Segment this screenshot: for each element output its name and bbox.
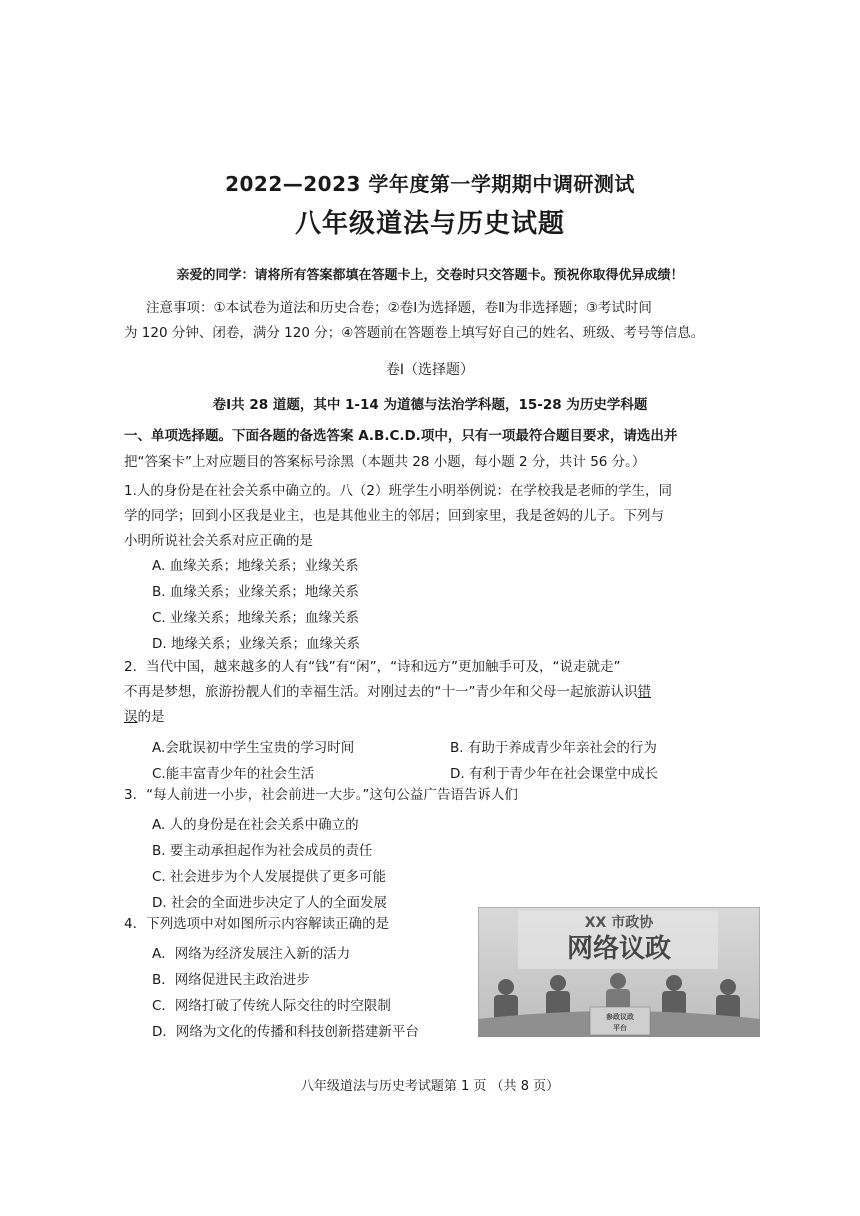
q2-option-a: A.会耽误初中学生宝贵的学习时间 <box>152 740 355 756</box>
q1-option-b: B. 血缘关系；业缘关系；地缘关系 <box>152 584 359 600</box>
q3-option-a: A. 人的身份是在社会关系中确立的 <box>152 817 359 833</box>
q2-stem-line1: 2．当代中国，越来越多的人有“钱”有“闲”，“诗和远方”更加触手可及，“说走就走” <box>124 659 621 675</box>
q4-figure-photo <box>478 907 760 1037</box>
q4-figure-svg <box>478 907 760 1037</box>
section-title: 卷Ⅰ（选择题） <box>385 362 475 378</box>
q3-option-b: B. 要主动承担起作为社会成员的责任 <box>152 843 373 859</box>
q1-option-d: D. 地缘关系；业缘关系；血缘关系 <box>152 636 360 652</box>
q2-stem-line2-text: 不再是梦想，旅游扮靓人们的幸福生活。对刚过去的“十一”青少年和父母一起旅游认识 <box>124 684 638 700</box>
q2-option-c: C.能丰富青少年的社会生活 <box>152 766 315 782</box>
q2-stem-line3-text: 的是 <box>137 709 165 725</box>
notice-line: 亲爱的同学：请将所有答案都填在答题卡上，交卷时只交答题卡。预祝你取得优异成绩！ <box>176 268 684 283</box>
q1-stem-line3: 小明所说社会关系对应正确的是 <box>124 533 313 549</box>
q1-stem-line2: 学的同学；回到小区我是业主，也是其他业主的邻居；回到家里，我是爸妈的儿子。下列与 <box>124 508 664 524</box>
q2-stem-line2 <box>124 679 651 705</box>
page-footer: 八年级道法与历史考试题第 1 页 （共 8 页） <box>300 1079 560 1094</box>
figure-person-3 <box>610 973 626 989</box>
q3-option-d: D. 社会的全面进步决定了人的全面发展 <box>152 895 387 911</box>
q3-stem: 3．“每人前进一小步，社会前进一大步。”这句公益广告语告诉人们 <box>124 787 518 803</box>
q2-option-b: B. 有助于养成青少年亲社会的行为 <box>450 740 657 756</box>
figure-desk-label2: 平台 <box>613 1024 627 1032</box>
q2-underlined-cuo: 错 <box>637 684 651 700</box>
exam-title-line1: 2022—2023 学年度第一学期期中调研测试 <box>225 172 635 196</box>
figure-banner-top: XX 市政协 <box>584 915 654 931</box>
figure-person-5 <box>720 979 736 995</box>
part1-instruction-line1: 一、单项选择题。下面各题的备选答案 A.B.C.D.项中，只有一项最符合题目要求，请选出并 <box>124 428 678 444</box>
q2-stem-line3 <box>124 704 165 730</box>
q4-option-a: A．网络为经济发展注入新的活力 <box>152 946 351 962</box>
figure-banner-main: 网络议政 <box>566 934 672 964</box>
q3-option-c: C. 社会进步为个人发展提供了更多可能 <box>152 869 387 885</box>
figure-person-2 <box>550 975 566 991</box>
section-subtitle: 卷Ⅰ共 28 道题，其中 1-14 为道德与法治学科题，15-28 为历史学科题 <box>212 397 648 413</box>
figure-person-4 <box>666 975 682 991</box>
q4-stem: 4．下列选项中对如图所示内容解读正确的是 <box>124 916 390 932</box>
q2-option-d: D. 有利于青少年在社会课堂中成长 <box>450 766 658 782</box>
q4-option-c: C．网络打破了传统人际交往的时空限制 <box>152 998 391 1014</box>
q4-option-b: B．网络促进民主政治进步 <box>152 972 310 988</box>
q1-option-a: A. 血缘关系；地缘关系；业缘关系 <box>152 558 359 574</box>
exam-title-line2: 八年级道法与历史试题 <box>294 209 565 239</box>
q2-underlined-wu: 误 <box>124 709 138 725</box>
figure-desk-label1: 参政议政 <box>606 1013 634 1021</box>
q1-option-c: C. 业缘关系；地缘关系；血缘关系 <box>152 610 360 626</box>
instructions-line1: 注意事项：①本试卷为道法和历史合卷；②卷Ⅰ为选择题，卷Ⅱ为非选择题；③考试时间 <box>146 300 652 316</box>
q4-option-d: D．网络为文化的传播和科技创新搭建新平台 <box>152 1024 419 1040</box>
instructions-line2: 为 120 分钟、闭卷，满分 120 分；④答题前在答题卷上填写好自己的姓名、班级、考号等信息。 <box>124 325 705 341</box>
q1-stem-line1: 1.人的身份是在社会关系中确立的。八（2）班学生小明举例说：在学校我是老师的学生，同 <box>124 483 672 499</box>
figure-person-1 <box>498 979 514 995</box>
part1-instruction-line2: 把“答案卡”上对应题目的答案标号涂黑（本题共 28 小题，每小题 2 分，共计 56 分。） <box>124 454 646 470</box>
